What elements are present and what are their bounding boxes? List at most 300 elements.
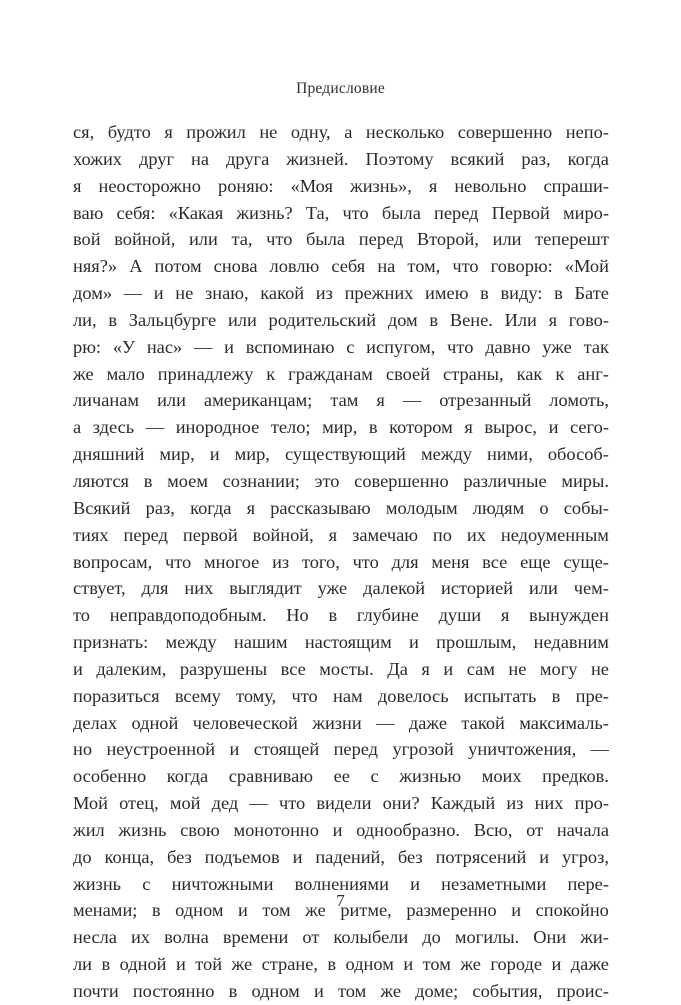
word: размеренно xyxy=(406,900,497,921)
word: и xyxy=(409,632,419,653)
word: даже xyxy=(408,712,448,733)
word: уничтожения, xyxy=(468,739,577,760)
word: — xyxy=(193,336,213,357)
word: далеким, xyxy=(96,658,167,679)
word: ствует, xyxy=(73,578,126,599)
text-line xyxy=(73,387,609,414)
word: дом xyxy=(387,309,418,330)
word: не xyxy=(590,658,609,679)
word: и xyxy=(238,900,248,921)
word: миро- xyxy=(562,202,609,223)
word: или xyxy=(157,390,186,411)
word: и xyxy=(443,658,454,679)
word: жизнь», xyxy=(349,175,412,196)
word: одну, xyxy=(290,122,331,142)
word: на xyxy=(191,148,210,169)
word: мир, xyxy=(322,417,358,438)
word: испугом, xyxy=(366,336,436,357)
word: отрезанный xyxy=(439,390,532,411)
word: по xyxy=(432,524,452,545)
word: том xyxy=(262,900,291,921)
text-line xyxy=(73,736,609,763)
word: том xyxy=(422,954,451,975)
word: все xyxy=(280,658,306,679)
word: стране, xyxy=(261,954,318,975)
word: и xyxy=(224,336,234,357)
word: я xyxy=(421,658,430,679)
word: однообразно. xyxy=(356,819,461,840)
word: я xyxy=(548,309,558,330)
word: их xyxy=(131,927,151,948)
word: что xyxy=(342,202,369,223)
word: прежних xyxy=(344,283,414,304)
word: выглядит xyxy=(229,578,302,599)
word: том, xyxy=(407,256,441,277)
word: с xyxy=(346,336,355,357)
word: раз, xyxy=(145,497,175,518)
word: Первой xyxy=(491,202,550,223)
word: неустроенной xyxy=(106,739,216,760)
word: хожих xyxy=(73,148,122,169)
word: в xyxy=(429,309,439,330)
word: в xyxy=(143,470,153,491)
word: все xyxy=(482,551,508,572)
word: поразиться xyxy=(73,685,160,706)
word: какой xyxy=(260,283,305,304)
word: собы- xyxy=(563,497,609,518)
word: от xyxy=(526,819,544,840)
word: доме; xyxy=(415,981,459,1001)
word: с xyxy=(370,766,379,787)
word: перед xyxy=(333,739,379,760)
word: будто xyxy=(107,122,151,142)
word: из xyxy=(506,793,524,814)
word: рассказываю xyxy=(270,497,371,518)
word: испытать xyxy=(463,685,537,706)
word: тиях xyxy=(73,524,109,545)
word: Вене. xyxy=(449,309,493,330)
word: нашим xyxy=(233,632,288,653)
word: них xyxy=(534,793,564,814)
word: делах xyxy=(73,712,118,733)
word: уже xyxy=(317,578,348,599)
word: — xyxy=(376,712,395,733)
word: и xyxy=(511,900,522,921)
running-head: Предисловие xyxy=(296,80,385,97)
word: как xyxy=(516,363,543,384)
word: Бате xyxy=(574,283,609,304)
word: Да xyxy=(387,658,408,679)
word: перед xyxy=(358,229,404,250)
word: или xyxy=(188,229,218,250)
word: обособ- xyxy=(547,444,609,465)
word: отец, xyxy=(119,793,159,814)
word: одном xyxy=(345,954,394,975)
word: для xyxy=(141,578,169,599)
word: совершенно xyxy=(354,470,449,491)
word: — xyxy=(249,793,268,814)
text-line xyxy=(73,522,609,549)
word: здесь xyxy=(92,417,135,438)
word: ли, xyxy=(73,309,97,330)
word: не xyxy=(508,658,527,679)
word: личанам xyxy=(73,390,140,411)
text-line xyxy=(73,602,609,629)
word: суще- xyxy=(563,551,609,572)
word: «Какая xyxy=(168,202,224,223)
word: совершенно xyxy=(457,122,553,142)
word: даже xyxy=(570,954,609,975)
word: и xyxy=(153,283,164,304)
word: ли xyxy=(73,954,93,975)
word: ее xyxy=(333,766,350,787)
word: с xyxy=(142,873,151,894)
word: незаметными xyxy=(441,873,547,894)
word: проис- xyxy=(556,981,609,1001)
word: что xyxy=(278,793,306,814)
word: себя xyxy=(331,256,366,277)
word: непо- xyxy=(565,122,609,142)
word: была xyxy=(381,202,421,223)
word: стоящей xyxy=(253,739,320,760)
word: войной, xyxy=(252,524,314,545)
word: и xyxy=(313,981,324,1001)
word: несколько xyxy=(365,122,445,142)
word: что xyxy=(452,256,479,277)
word: рю: xyxy=(73,336,102,357)
text-line xyxy=(73,200,609,227)
word: — xyxy=(402,390,422,411)
word: гово- xyxy=(568,309,609,330)
word: в xyxy=(480,283,489,304)
word: Та, xyxy=(305,202,330,223)
word: колыбели xyxy=(333,927,409,948)
word: особенно xyxy=(73,766,147,787)
text-line xyxy=(73,361,609,388)
word: когда xyxy=(190,497,232,518)
text-line xyxy=(73,549,609,576)
word: существующий xyxy=(284,444,406,465)
word: раз, xyxy=(521,148,551,169)
word: настоящим xyxy=(304,632,392,653)
text-line xyxy=(73,226,609,253)
word: городе xyxy=(490,954,543,975)
word: и xyxy=(175,954,186,975)
word: Второй, xyxy=(416,229,479,250)
word: мир, xyxy=(159,444,195,465)
word: вспоминаю xyxy=(245,336,335,357)
page-number: 7 xyxy=(336,891,345,910)
word: сравниваю xyxy=(228,766,313,787)
word: в xyxy=(101,954,111,975)
word: дед xyxy=(211,793,239,814)
word: я xyxy=(464,417,473,438)
word: что xyxy=(164,551,192,572)
word: та, xyxy=(231,229,253,250)
word: нам xyxy=(333,685,363,706)
word: Каждый xyxy=(430,793,496,814)
word: до xyxy=(422,927,441,948)
word: про- xyxy=(574,793,609,814)
word: мир, xyxy=(234,444,270,465)
word: в xyxy=(368,417,378,438)
word: в xyxy=(327,954,337,975)
word: Или xyxy=(504,309,537,330)
word: Зальцбурге xyxy=(128,309,217,330)
word: первой xyxy=(182,524,238,545)
word: угроз, xyxy=(561,846,609,867)
word: давно xyxy=(485,336,531,357)
word: одной xyxy=(119,954,167,975)
word: так xyxy=(583,336,609,357)
word: что xyxy=(352,551,379,572)
text-line xyxy=(73,280,609,307)
word: менами; xyxy=(73,900,138,921)
word: одном xyxy=(251,981,300,1001)
word: вой xyxy=(73,229,101,250)
word: Они xyxy=(533,927,567,948)
word: признать: xyxy=(73,632,149,653)
word: мосты. xyxy=(319,658,374,679)
word: родительский xyxy=(268,309,377,330)
word: миры. xyxy=(561,470,609,491)
word: волнениями xyxy=(294,873,389,894)
word: но xyxy=(73,739,93,760)
word: же xyxy=(231,954,253,975)
word: же xyxy=(305,900,326,921)
word: из xyxy=(315,283,333,304)
word: моем xyxy=(167,470,208,491)
word: Но xyxy=(286,605,309,626)
word: а xyxy=(73,417,82,438)
word: своей xyxy=(385,363,431,384)
word: это xyxy=(314,470,340,491)
word: жизней. xyxy=(286,148,349,169)
word: между xyxy=(165,632,217,653)
word: себя: xyxy=(116,202,156,223)
word: сам xyxy=(466,658,495,679)
word: уже xyxy=(542,336,572,357)
word: ловлю xyxy=(269,256,320,277)
word: же xyxy=(460,954,481,975)
word: и xyxy=(539,846,550,867)
word: начала xyxy=(556,819,609,840)
word: или xyxy=(528,578,558,599)
word: на xyxy=(377,256,396,277)
word: друг xyxy=(138,148,175,169)
word: войной, xyxy=(114,229,176,250)
word: я xyxy=(73,175,82,196)
word: нас» xyxy=(146,336,183,357)
word: я xyxy=(246,497,256,518)
text-line xyxy=(73,253,609,280)
word: там xyxy=(330,390,359,411)
word: в xyxy=(228,981,238,1001)
word: когда xyxy=(567,148,609,169)
text-line xyxy=(73,173,609,200)
word: потрясений xyxy=(435,846,527,867)
word: жил xyxy=(73,819,105,840)
word: неправдоподобным. xyxy=(109,605,267,626)
word: всему xyxy=(174,685,221,706)
word: чем- xyxy=(573,578,609,599)
word: принадлежу xyxy=(157,363,254,384)
word: души xyxy=(438,605,482,626)
text-line xyxy=(73,790,609,817)
word: Всю, xyxy=(473,819,513,840)
word: жизнь xyxy=(118,819,167,840)
word: недавним xyxy=(533,632,609,653)
word: предков. xyxy=(542,766,609,787)
word: я xyxy=(376,390,385,411)
word: А xyxy=(129,256,143,277)
word: и xyxy=(548,417,559,438)
word: замечаю xyxy=(352,524,418,545)
word: инородное xyxy=(175,417,260,438)
word: потом xyxy=(154,256,202,277)
word: до xyxy=(73,846,92,867)
word: и xyxy=(73,658,83,679)
word: прошлым, xyxy=(436,632,517,653)
word: того, xyxy=(301,551,340,572)
text-line xyxy=(73,978,609,1005)
word: не xyxy=(175,283,194,304)
word: сего- xyxy=(570,417,609,438)
text-line xyxy=(73,441,609,468)
word: и xyxy=(292,846,303,867)
word: свою xyxy=(180,819,220,840)
word: я xyxy=(164,122,173,142)
word: перед xyxy=(434,202,479,223)
word: дняшний xyxy=(73,444,145,465)
word: них xyxy=(184,578,214,599)
word: же xyxy=(380,981,401,1001)
word: говорю: xyxy=(490,256,553,277)
word: спраши- xyxy=(543,175,609,196)
word: ломоть, xyxy=(549,390,609,411)
word: различные xyxy=(463,470,547,491)
text-line xyxy=(73,146,609,173)
word: теперешт xyxy=(535,229,609,250)
word: а xyxy=(344,122,353,142)
word: жизнь? xyxy=(236,202,293,223)
word: или xyxy=(227,309,257,330)
word: падений, xyxy=(315,846,385,867)
word: несла xyxy=(73,927,117,948)
word: неосторожно xyxy=(98,175,201,196)
text-line xyxy=(73,575,609,602)
word: Всякий xyxy=(73,497,131,518)
word: человеческой xyxy=(192,712,298,733)
word: роняю: xyxy=(218,175,274,196)
word: глубине xyxy=(356,605,419,626)
word: страны, xyxy=(443,363,504,384)
word: и xyxy=(229,739,240,760)
word: события, xyxy=(472,981,543,1001)
word: разрушены xyxy=(179,658,268,679)
word: максималь- xyxy=(519,712,609,733)
word: из xyxy=(272,551,290,572)
word: не xyxy=(259,122,278,142)
word: в xyxy=(108,309,118,330)
text-line xyxy=(73,629,609,656)
word: — xyxy=(123,283,143,304)
word: меня xyxy=(431,551,470,572)
word: такой xyxy=(461,712,505,733)
body-text-block xyxy=(73,119,609,1005)
word: и xyxy=(332,819,343,840)
word: и xyxy=(209,444,220,465)
word: к xyxy=(266,363,276,384)
word: что xyxy=(266,229,293,250)
word: жи- xyxy=(580,927,609,948)
word: той xyxy=(195,954,223,975)
word: то xyxy=(73,605,90,626)
word: угрозой xyxy=(392,739,454,760)
word: к xyxy=(555,363,565,384)
text-line xyxy=(73,334,609,361)
word: ритме, xyxy=(340,900,392,921)
word: перед xyxy=(123,524,168,545)
word: сознании; xyxy=(222,470,300,491)
word: — xyxy=(590,739,609,760)
word: недоуменным xyxy=(500,524,609,545)
word: я xyxy=(428,175,438,196)
word: американцам; xyxy=(203,390,313,411)
word: что xyxy=(447,336,474,357)
word: — xyxy=(145,417,165,438)
text-line xyxy=(73,119,609,146)
word: жизнью xyxy=(399,766,462,787)
text-line xyxy=(73,817,609,844)
word: от xyxy=(302,927,320,948)
word: пере- xyxy=(567,873,609,894)
word: или xyxy=(492,229,522,250)
word: видели xyxy=(316,793,372,814)
word: и xyxy=(551,954,562,975)
word: одном xyxy=(175,900,224,921)
text-line xyxy=(73,763,609,790)
word: друга xyxy=(226,148,270,169)
word: анг- xyxy=(577,363,609,384)
word: вопросам, xyxy=(73,551,153,572)
word: когда xyxy=(166,766,209,787)
word: я xyxy=(500,605,510,626)
text-line xyxy=(73,683,609,710)
word: для xyxy=(391,551,419,572)
word: гражданам xyxy=(288,363,373,384)
word: няя?» xyxy=(73,256,118,277)
word: могилы. xyxy=(454,927,520,948)
word: ся, xyxy=(73,122,95,142)
word: вынужден xyxy=(529,605,609,626)
word: «Мой xyxy=(564,256,609,277)
word: без xyxy=(166,846,192,867)
word: дом» xyxy=(73,283,113,304)
word: была xyxy=(306,229,346,250)
word: их xyxy=(466,524,486,545)
word: вырос, xyxy=(484,417,538,438)
text-line xyxy=(73,710,609,737)
word: они? xyxy=(382,793,420,814)
word: тело; xyxy=(270,417,311,438)
word: волна xyxy=(164,927,209,948)
text-line xyxy=(73,844,609,871)
word: молодым xyxy=(385,497,458,518)
word: я xyxy=(328,524,338,545)
word: и xyxy=(403,954,414,975)
text-line xyxy=(73,468,609,495)
